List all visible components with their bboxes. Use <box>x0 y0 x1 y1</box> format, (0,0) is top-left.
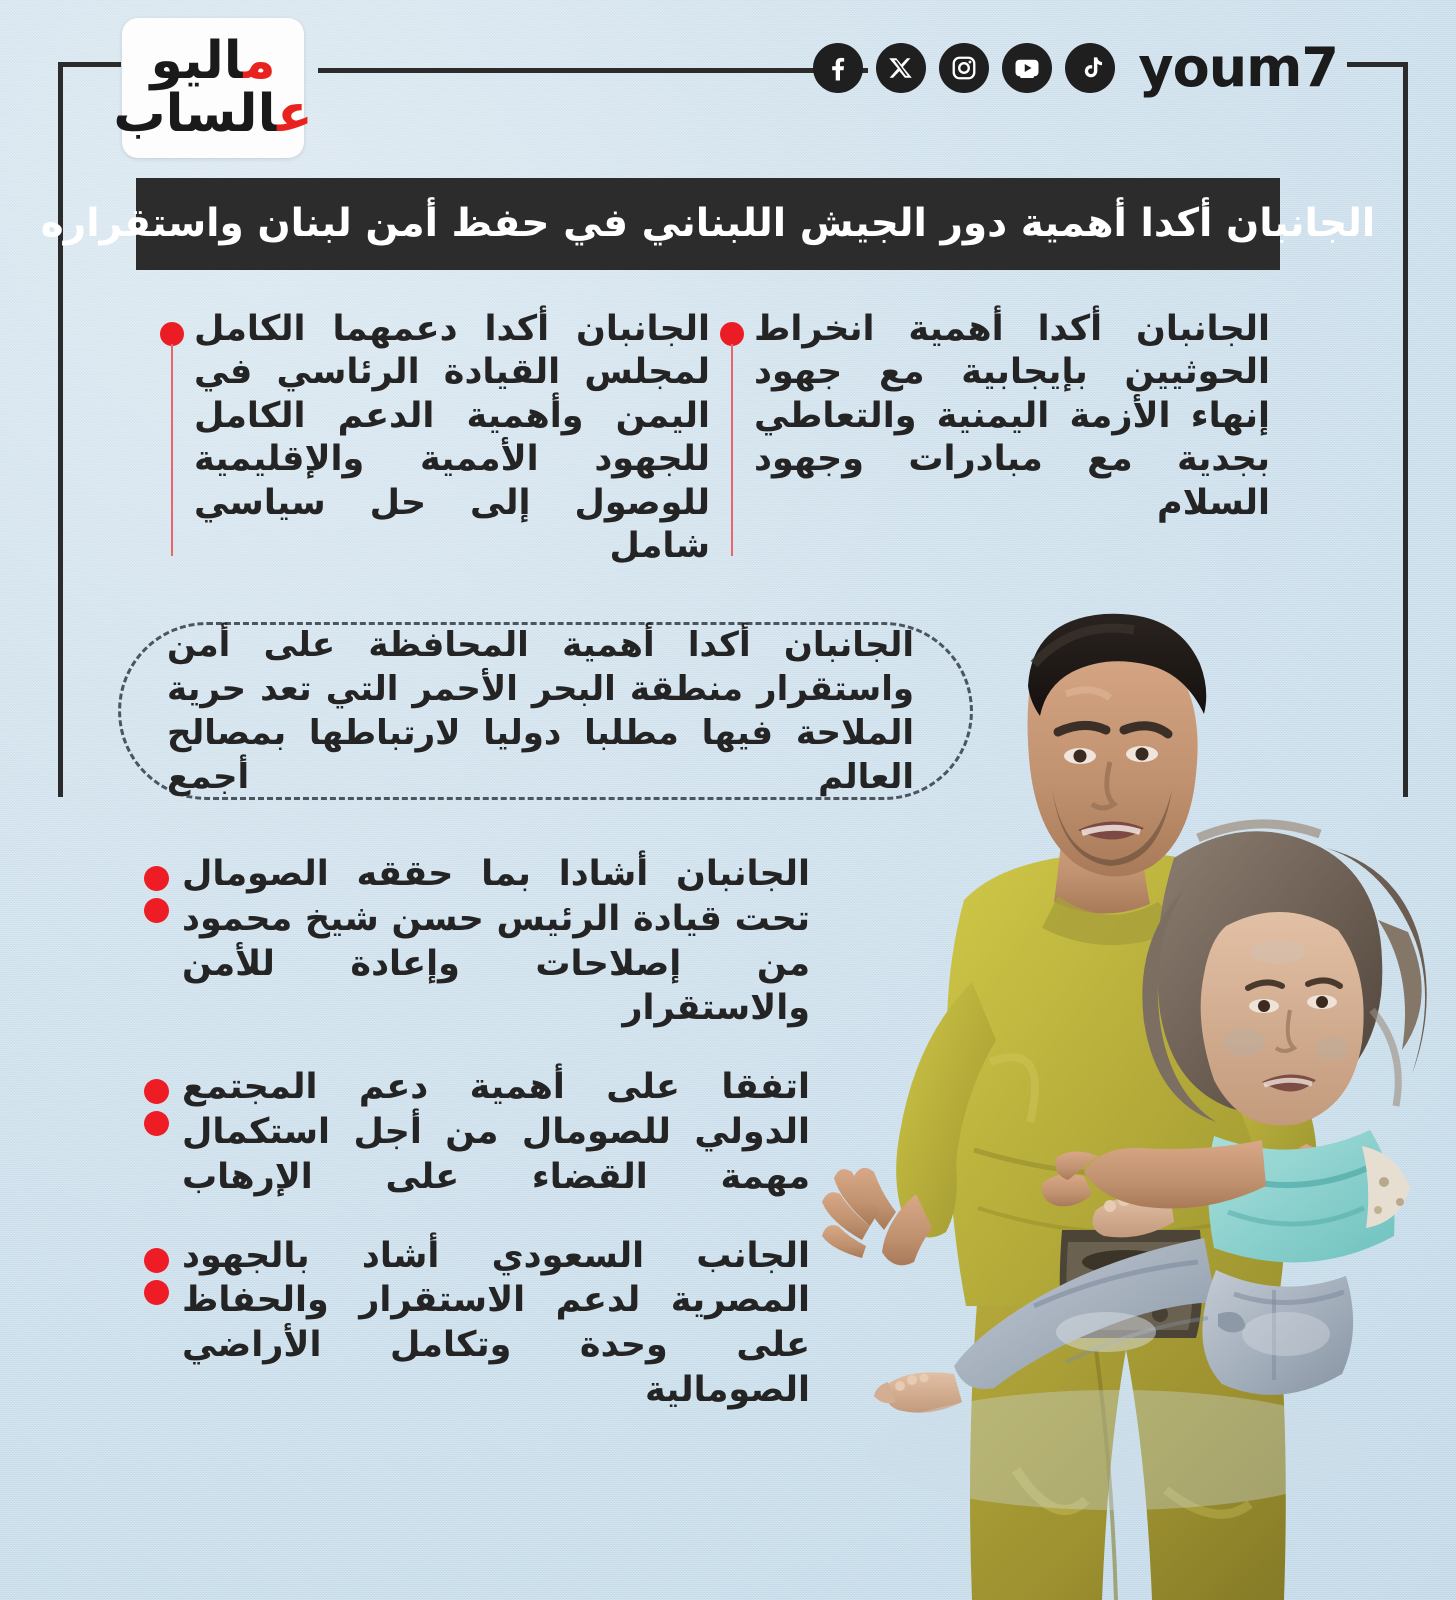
bullet-text: الجانبان أشادا بما حققه الصومال تحت قيادة الرئيس حسن شيخ محمود من إصلاحات وإعادة للأمن والاستقرار <box>182 854 810 1029</box>
page-title: الجانبان أكدا أهمية دور الجيش اللبناني في حفظ أمن لبنان واستقراره <box>40 200 1376 246</box>
list-item <box>130 852 810 1031</box>
double-dot-bullet-icon <box>130 852 182 923</box>
bullet-dot-icon <box>144 1111 169 1136</box>
bullet-stem-line <box>171 344 173 556</box>
callout-text: الجانبان أكدا أهمية المحافظة على أمن واستقرار منطقة البحر الأحمر التي تعد حرية الملاحة فيها مطلبا دوليا لارتباطها بمصالح العالم أجمع <box>167 624 914 798</box>
top-column-left <box>710 300 1270 570</box>
top-column-left-text: الجانبان أكدا أهمية انخراط الحوثيين بإيجابية مع جهود إنهاء الأزمة اليمنية والتعاطي بجدية مع مبادرات وجهود السلام <box>754 309 1270 523</box>
youm7-logo[interactable] <box>113 18 313 158</box>
double-dot-bullet-icon <box>130 1234 182 1305</box>
red-dot-marker-right <box>150 300 194 570</box>
logo-line-2-black: الساب <box>113 84 278 144</box>
bullet-dot-icon <box>160 322 184 346</box>
bullet-text: اتفقا على أهمية دعم المجتمع الدولي للصومال من أجل استكمال مهمة القضاء على الإرهاب <box>182 1067 810 1197</box>
top-column-right-text: الجانبان أكدا دعمهما الكامل لمجلس القيادة الرئاسي في اليمن وأهمية الدعم الكامل للجهود الأممية والإقليمية للوصول إلى حل سياسي شامل <box>194 309 710 566</box>
header <box>0 0 1456 170</box>
social-brand-bar <box>813 36 1338 99</box>
instagram-icon[interactable] <box>939 43 989 93</box>
double-dot-bullet-icon <box>130 1065 182 1136</box>
title-banner <box>40 178 1376 270</box>
logo-line-2 <box>113 84 313 144</box>
bullet-dot-icon <box>144 866 169 891</box>
top-two-column-section <box>150 300 1310 570</box>
list-item <box>130 1234 810 1413</box>
top-column-right <box>150 300 710 570</box>
frame-bracket-right <box>1347 62 1408 797</box>
logo-line-1-red: م <box>243 30 276 91</box>
logo-line-2-red: ع <box>277 84 313 144</box>
list-item <box>130 1065 810 1199</box>
facebook-icon[interactable] <box>813 43 863 93</box>
bullet-dot-icon <box>144 1280 169 1305</box>
red-dot-marker-left <box>710 300 754 570</box>
bullet-dot-icon <box>720 322 744 346</box>
bullet-dot-icon <box>144 1079 169 1104</box>
bullet-list <box>130 852 810 1447</box>
logo-line-1-black: اليو <box>150 30 244 91</box>
bullet-dot-icon <box>144 1248 169 1273</box>
frame-bracket-left <box>58 62 121 797</box>
brand-name: youm7 <box>1138 36 1338 99</box>
tiktok-icon[interactable] <box>1065 43 1115 93</box>
header-divider-rule <box>318 68 868 73</box>
x-twitter-icon[interactable] <box>876 43 926 93</box>
bullet-dot-icon <box>144 898 169 923</box>
bullet-text: الجانب السعودي أشاد بالجهود المصرية لدعم الاستقرار والحفاظ على وحدة وتكامل الأراضي الصومالية <box>182 1235 810 1410</box>
dashed-callout-box <box>118 622 973 800</box>
logo-line-1 <box>150 30 276 91</box>
youtube-icon[interactable] <box>1002 43 1052 93</box>
bullet-stem-line <box>731 344 733 556</box>
